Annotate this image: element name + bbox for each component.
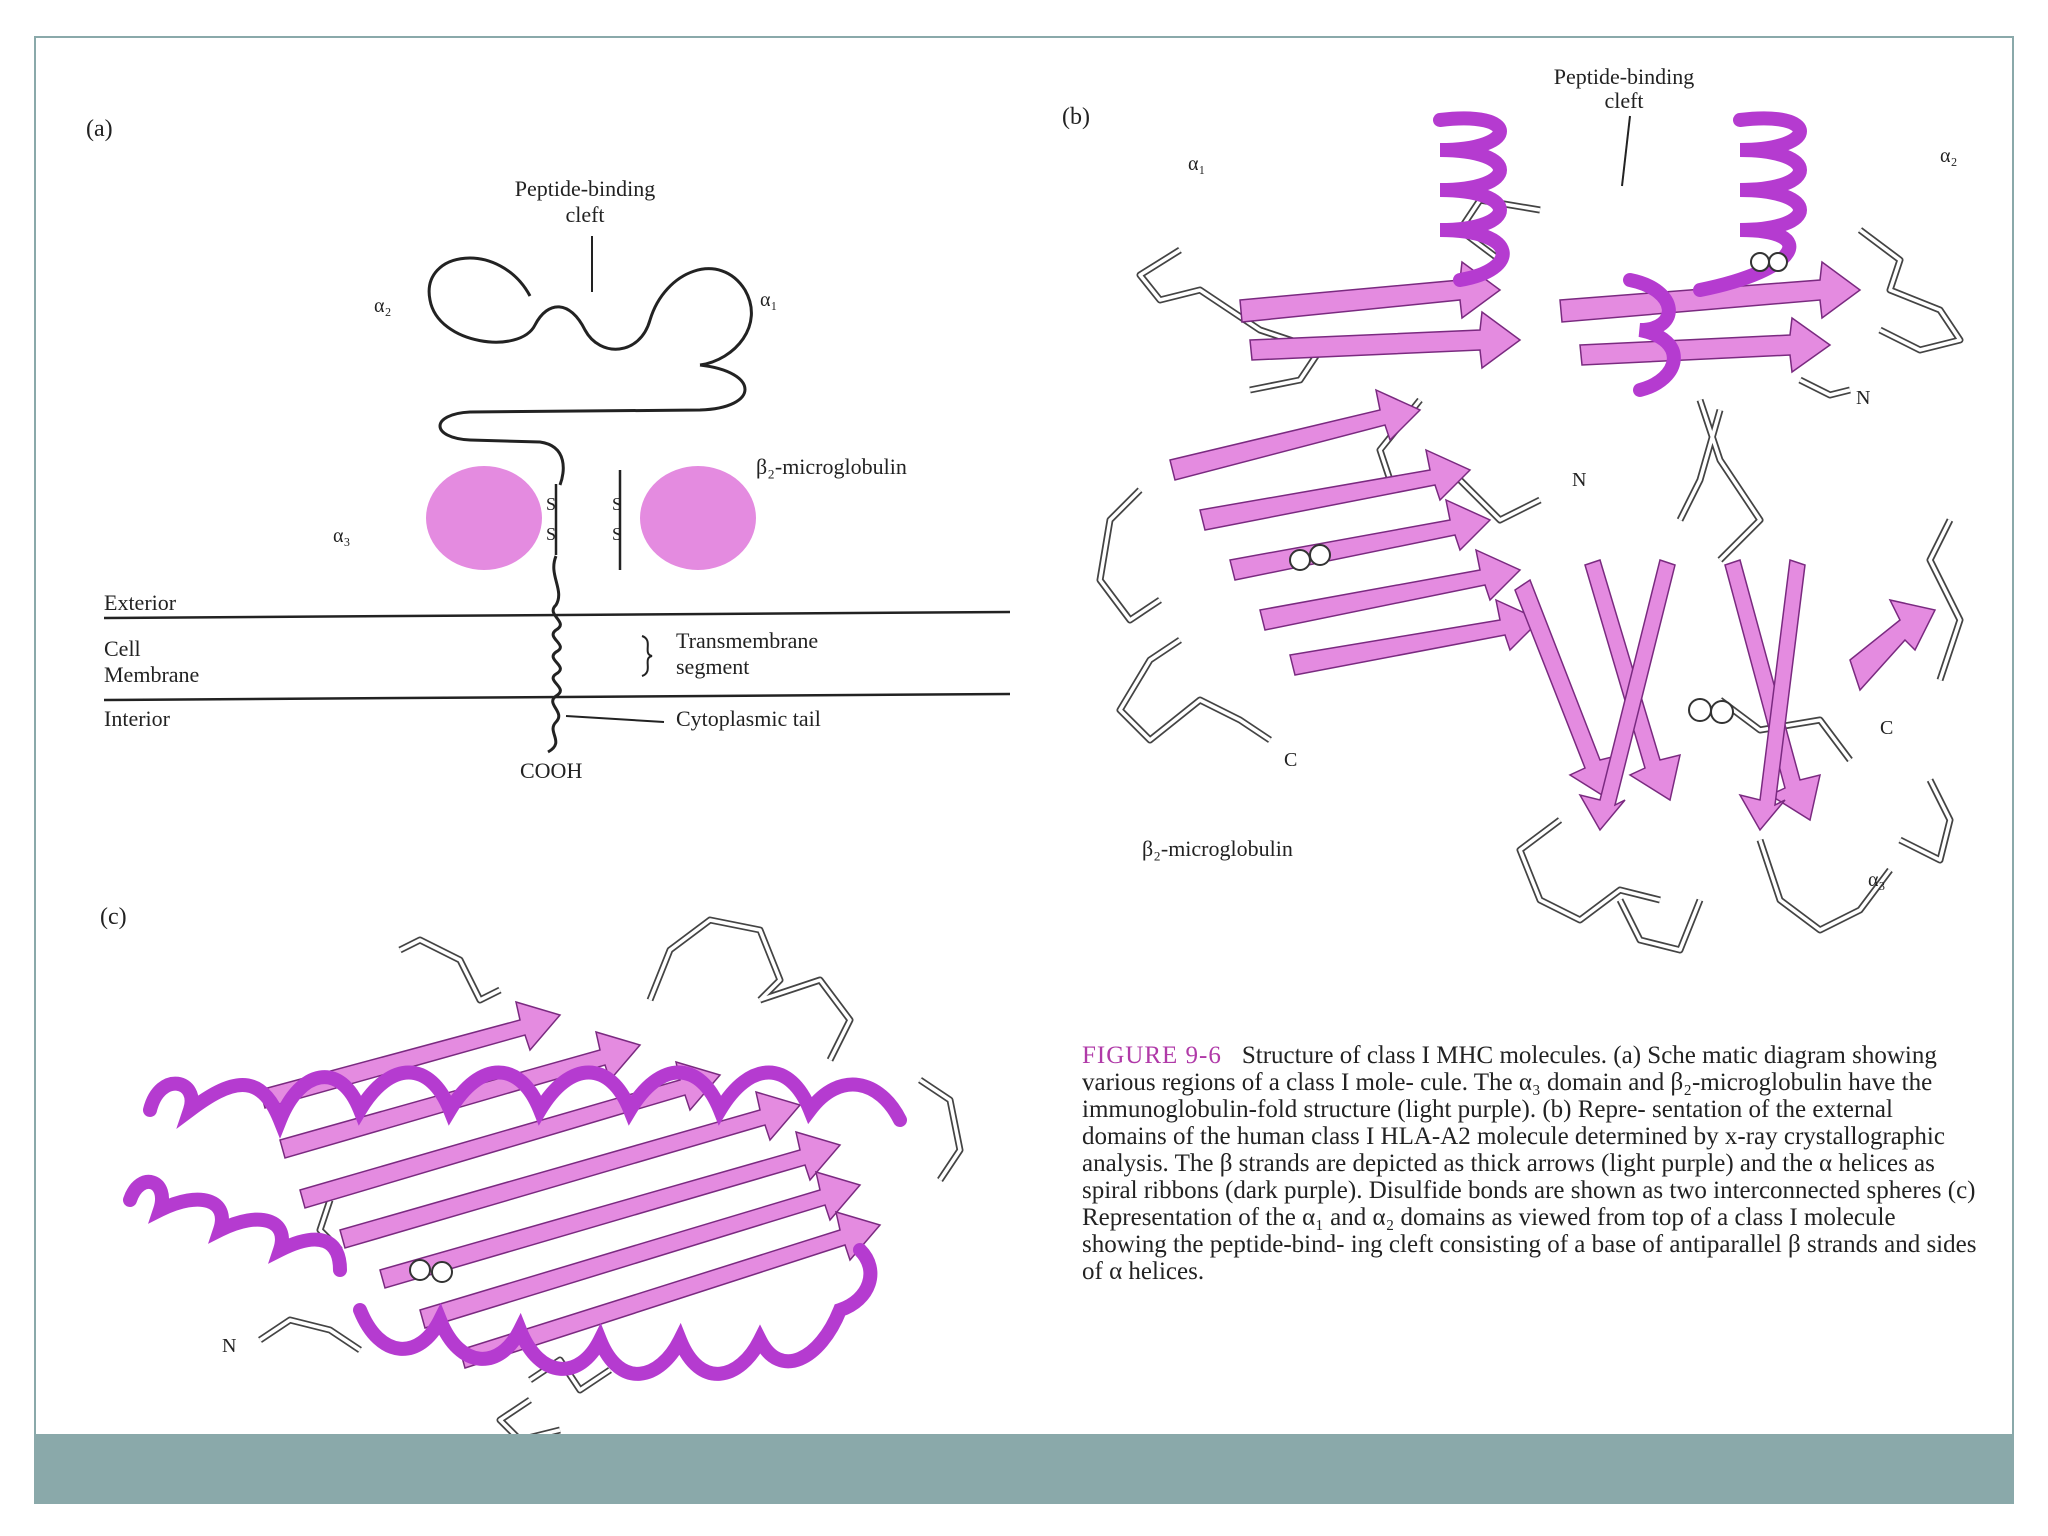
panel-b-cleft-label-1: Peptide-binding [1553,64,1695,89]
alpha1-alpha2-loop [429,258,751,365]
panel-c-label: (c) [100,904,127,930]
transmembrane-segment [548,556,560,752]
ss-left-1: S [546,494,557,514]
panel-b-alpha3: α₃ [1868,869,1886,891]
panel-c-n-label: N [222,1335,237,1357]
interior-label: Interior [104,706,170,731]
cyto-label: Cytoplasmic tail [676,706,821,731]
panel-b-label: (b) [1062,104,1090,130]
ss-left-2: S [546,524,557,544]
panel-b-cleft-label-2: cleft [1604,88,1644,113]
panel-b-alpha2: α₂ [1940,145,1958,167]
membrane-label: Membrane [104,662,200,687]
cooh-label: COOH [520,758,583,783]
ss-right-1: S [612,494,623,514]
panel-b-b2m: β₂-microglobulin [1142,836,1293,861]
panel-a-b2m: β₂-microglobulin [756,454,907,479]
figure-caption [1082,1042,1982,1285]
alpha3-domain [426,466,542,570]
panel-b-n-mid: N [1572,469,1587,491]
panel-b-cleft-pointer [1622,116,1630,186]
cyto-pointer [566,716,664,722]
panel-b-alpha1: α₁ [1188,153,1206,175]
transmembrane-label-1: Transmembrane [676,628,819,653]
transmembrane-label-2: segment [676,654,750,679]
panel-b-beta-strands [1170,262,1935,830]
panel-a [86,116,1010,783]
panel-b-c-right: C [1880,717,1894,739]
panel-c [100,904,960,1440]
ss-right-2: S [612,524,623,544]
transmembrane-brace [642,636,652,676]
panel-b [1062,64,1960,950]
panel-a-label: (a) [86,116,113,142]
panel-b-n-top: N [1856,387,1871,409]
panel-a-alpha1: α₁ [760,289,778,311]
panel-a-cleft-label-1: Peptide-binding [514,176,656,201]
panel-a-alpha2: α₂ [374,295,392,317]
figure-number: FIGURE 9-6 [1082,1042,1222,1069]
panel-b-c-left: C [1284,749,1298,771]
cell-label: Cell [104,636,141,661]
exterior-label: Exterior [104,590,177,615]
b2m-domain [640,466,756,570]
panel-a-cleft-label-2: cleft [565,202,605,227]
caption-text: Structure of class I MHC molecules. (a) Sche matic diagram showing various regions of a class I mole- cule. The α₃ domain and β₂-microglobulin have the immunoglobulin-fold structure (light purple). (b) Repre- sentation of the external domains of the human class I HLA-A2 molecule determined by x-ray crystallographic analysis. The β strands are depicted as thick arrows (light purple) and the α helices as spiral ribbons (dark purple). Disulfide bonds are shown as two interconnected spheres (c) Representation of the α₁ and α₂ domains as viewed from top of a class I molecule showing the peptide-bind- ing cleft consisting of a base of antiparallel β strands and sides of α helices. [1082,1042,1977,1285]
panel-c-beta-strands [260,1002,880,1368]
panel-a-alpha3: α₃ [333,525,351,547]
footer-bar [34,1434,2014,1504]
